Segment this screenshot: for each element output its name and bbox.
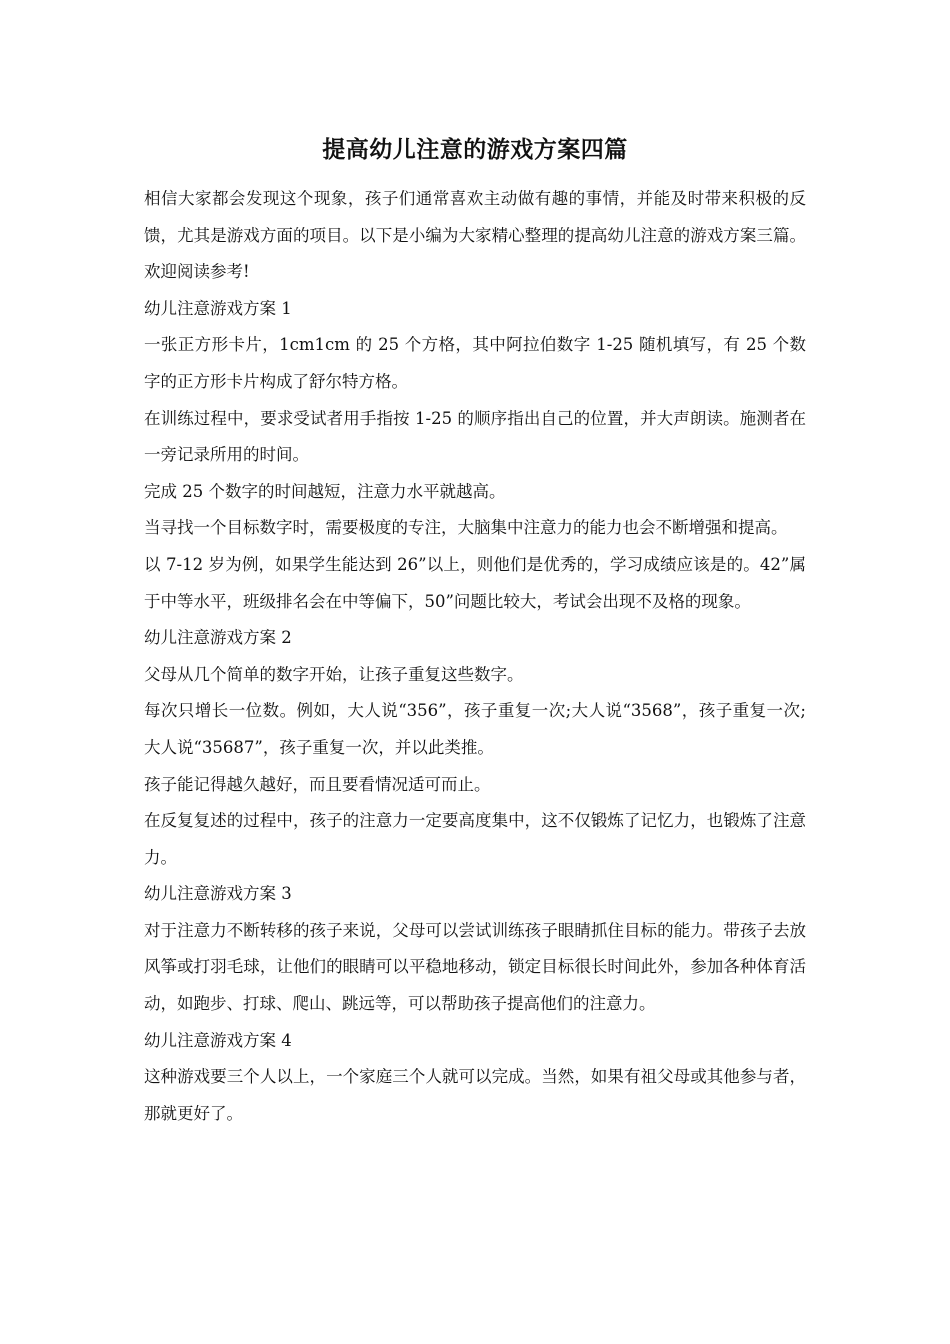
section-2-paragraph: 父母从几个简单的数字开始，让孩子重复这些数字。: [144, 664, 524, 684]
section-1-paragraph: 当寻找一个目标数字时，需要极度的专注，大脑集中注意力的能力也会不断增强和提高。: [144, 518, 788, 538]
intro-paragraph: 相信大家都会发现这个现象，孩子们通常喜欢主动做有趣的事情，并能及时带来积极的反馈，尤其是游戏方面的项目。以下是小编为大家精心整理的提高幼儿注意的游戏方案三篇。欢迎阅读参考!: [144, 189, 806, 282]
section-heading-4: 幼儿注意游戏方案 4: [144, 1030, 292, 1050]
section-3-paragraph: 对于注意力不断转移的孩子来说，父母可以尝试训练孩子眼睛抓住目标的能力。带孩子去放风筝或打羽毛球，让他们的眼睛可以平稳地移动，锁定目标很长时间此外，参加各种体育活动，如跑步、打球、爬山、跳远等，可以帮助孩子提高他们的注意力。: [144, 920, 806, 1014]
section-1-paragraph: 以 7-12 岁为例，如果学生能达到 26”以上，则他们是优秀的，学习成绩应该是的。42”属于中等水平，班级排名会在中等偏下，50”问题比较大，考试会出现不及格的现象。: [144, 554, 806, 611]
section-1-paragraph: 一张正方形卡片，1cm1cm 的 25 个方格，其中阿拉伯数字 1-25 随机填写，有 25 个数字的正方形卡片构成了舒尔特方格。: [144, 335, 806, 391]
section-4-paragraph: 这种游戏要三个人以上，一个家庭三个人就可以完成。当然，如果有祖父母或其他参与者，那就更好了。: [144, 1067, 806, 1123]
document-title: 提高幼儿注意的游戏方案四篇: [322, 136, 628, 163]
section-2-paragraph: 每次只增长一位数。例如，大人说“356”，孩子重复一次;大人说“3568”，孩子重复一次;大人说“35687”，孩子重复一次，并以此类推。: [144, 701, 806, 757]
document-body: [144, 181, 806, 1132]
section-heading-3: 幼儿注意游戏方案 3: [144, 884, 292, 904]
section-1-paragraph: 在训练过程中，要求受试者用手指按 1-25 的顺序指出自己的位置，并大声朗读。施测者在一旁记录所用的时间。: [144, 408, 806, 465]
section-1-paragraph: 完成 25 个数字的时间越短，注意力水平就越高。: [144, 481, 506, 501]
section-heading-1: 幼儿注意游戏方案 1: [144, 298, 292, 318]
section-2-paragraph: 在反复复述的过程中，孩子的注意力一定要高度集中，这不仅锻炼了记忆力，也锻炼了注意力。: [144, 811, 806, 867]
section-2-paragraph: 孩子能记得越久越好，而且要看情况适可而止。: [144, 774, 491, 794]
section-heading-2: 幼儿注意游戏方案 2: [144, 628, 292, 648]
